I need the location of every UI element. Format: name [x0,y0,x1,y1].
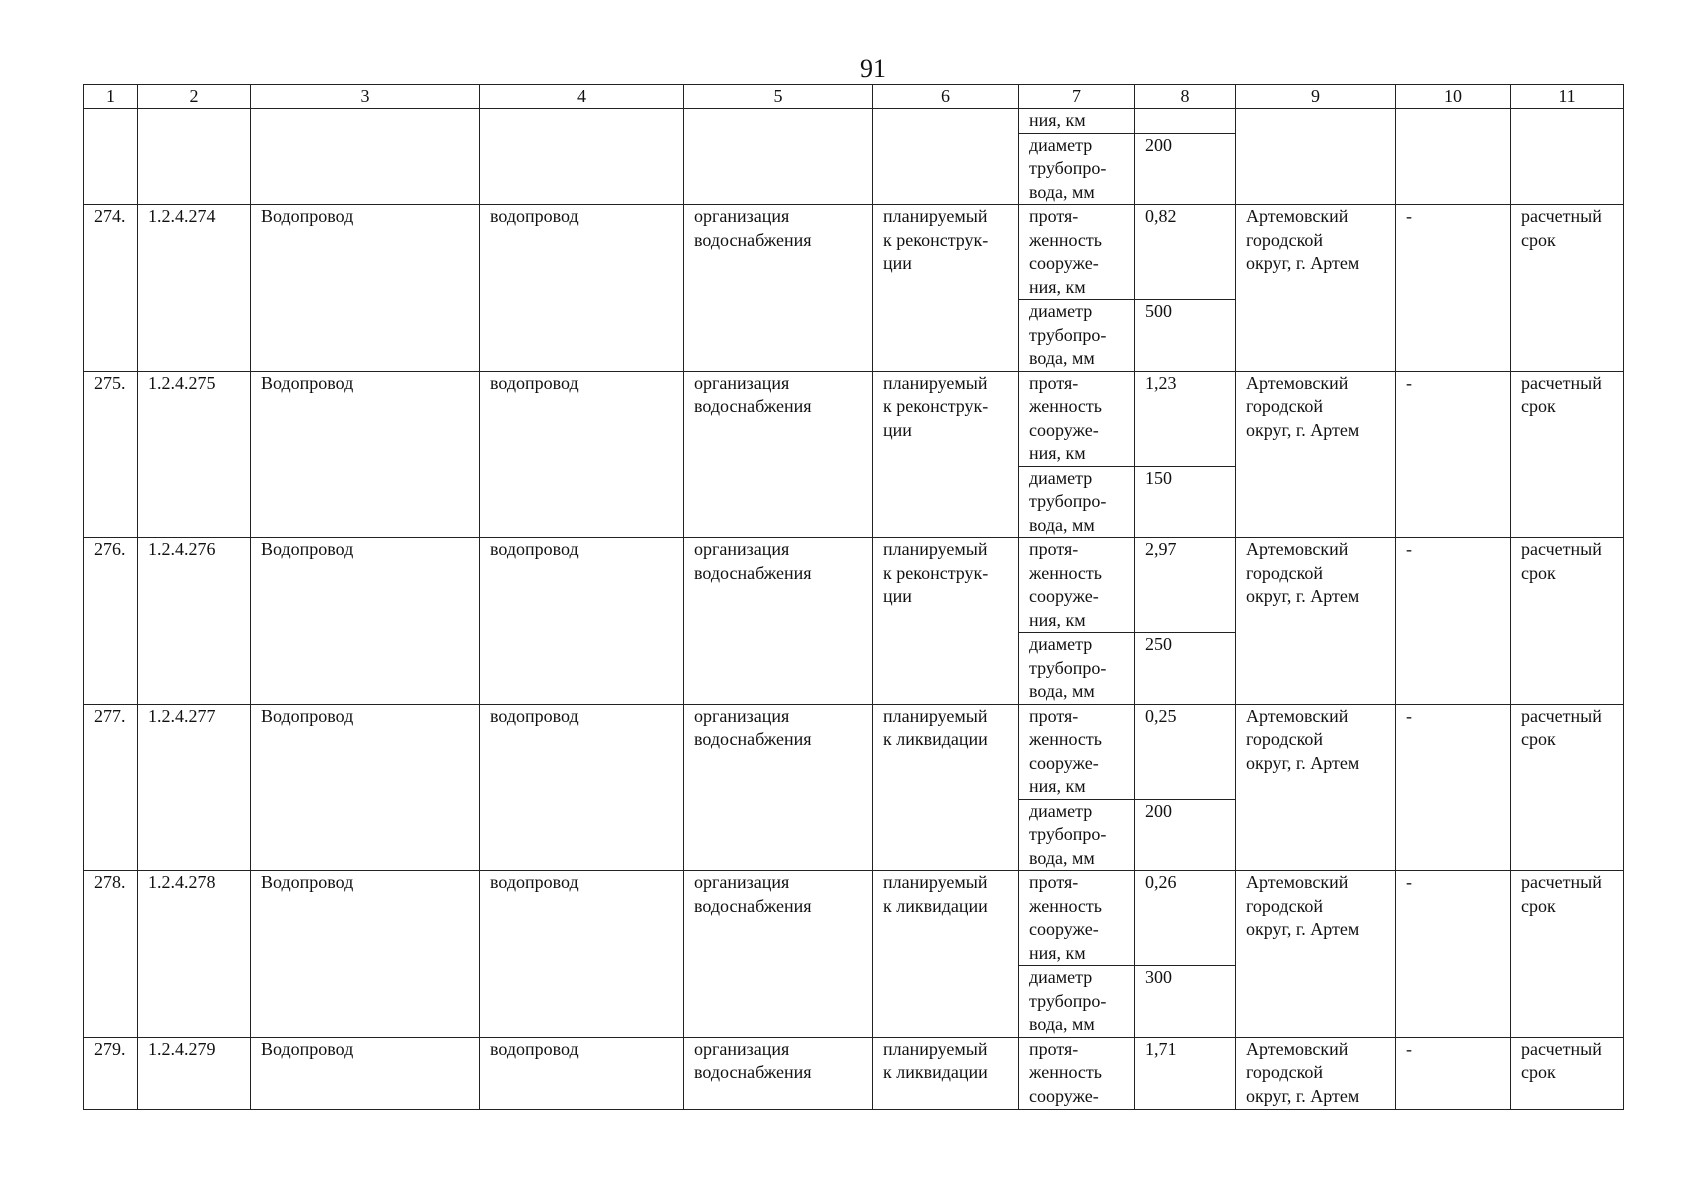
header-row [84,85,1624,109]
object-code: 1.2.4.274 [138,205,251,372]
column-header-7: 7 [1019,85,1135,109]
param-name: протя- женность сооруже- ния, км [1019,538,1135,633]
column-header-5: 5 [684,85,873,109]
continuation-row [84,109,1624,134]
object-status: планируемый к реконструк- ции [873,205,1019,372]
object-code: 1.2.4.275 [138,371,251,538]
param-value: 200 [1135,133,1236,205]
param-name: протя- женность сооруже- ния, км [1019,704,1135,799]
param-name: протя- женность сооруже- [1019,1037,1135,1109]
object-name: Водопровод [251,205,480,372]
implementation-term: расчетный срок [1511,205,1624,372]
param-value: 150 [1135,466,1236,538]
cont-location-cell [1236,109,1396,205]
object-type: водопровод [480,704,684,871]
column-header-6: 6 [873,85,1019,109]
cont-type-cell [480,109,684,205]
object-location: Артемовский городской округ, г. Артем [1236,704,1396,871]
param-name: диаметр трубопро- вода, мм [1019,466,1135,538]
param-value: 0,82 [1135,205,1236,300]
object-status: планируемый к ликвидации [873,871,1019,1038]
param-name: протя- женность сооруже- ния, км [1019,871,1135,966]
object-location: Артемовский городской округ, г. Артем [1236,205,1396,372]
param-value: 250 [1135,633,1236,705]
object-location: Артемовский городской округ, г. Артем [1236,1037,1396,1109]
table-row [84,1037,1624,1109]
object-code: 1.2.4.277 [138,704,251,871]
object-status: планируемый к ликвидации [873,1037,1019,1109]
param-value: 0,25 [1135,704,1236,799]
row-number: 276. [84,538,138,705]
object-type: водопровод [480,371,684,538]
param-value: 200 [1135,799,1236,871]
column-header-9: 9 [1236,85,1396,109]
table-row [84,205,1624,300]
object-zone: - [1396,1037,1511,1109]
row-number: 275. [84,371,138,538]
object-location: Артемовский городской округ, г. Артем [1236,871,1396,1038]
object-code: 1.2.4.276 [138,538,251,705]
cont-code-cell [138,109,251,205]
cont-name-cell [251,109,480,205]
object-type: водопровод [480,871,684,1038]
cont-status-cell [873,109,1019,205]
object-name: Водопровод [251,1037,480,1109]
param-name: диаметр трубопро- вода, мм [1019,633,1135,705]
column-header-11: 11 [1511,85,1624,109]
object-location: Артемовский городской округ, г. Артем [1236,538,1396,705]
object-status: планируемый к ликвидации [873,704,1019,871]
implementation-term: расчетный срок [1511,704,1624,871]
row-number: 274. [84,205,138,372]
object-name: Водопровод [251,371,480,538]
row-number: 279. [84,1037,138,1109]
object-location: Артемовский городской округ, г. Артем [1236,371,1396,538]
param-value: 2,97 [1135,538,1236,633]
object-code: 1.2.4.279 [138,1037,251,1109]
object-purpose: организация водоснабжения [684,704,873,871]
param-name: диаметр трубопро- вода, мм [1019,799,1135,871]
implementation-term: расчетный срок [1511,871,1624,1038]
column-header-3: 3 [251,85,480,109]
implementation-term: расчетный срок [1511,371,1624,538]
param-name: ния, км [1019,109,1135,134]
param-value: 1,71 [1135,1037,1236,1109]
param-name: протя- женность сооруже- ния, км [1019,371,1135,466]
object-purpose: организация водоснабжения [684,1037,873,1109]
object-purpose: организация водоснабжения [684,205,873,372]
table-row [84,538,1624,633]
object-zone: - [1396,538,1511,705]
param-value: 1,23 [1135,371,1236,466]
object-zone: - [1396,371,1511,538]
param-name: диаметр трубопро- вода, мм [1019,966,1135,1038]
object-name: Водопровод [251,538,480,705]
param-value: 500 [1135,300,1236,372]
register-table [83,84,1624,1110]
row-number: 278. [84,871,138,1038]
column-header-10: 10 [1396,85,1511,109]
object-status: планируемый к реконструк- ции [873,371,1019,538]
cont-num-cell [84,109,138,205]
object-purpose: организация водоснабжения [684,538,873,705]
column-header-1: 1 [84,85,138,109]
table-row [84,871,1624,966]
object-type: водопровод [480,1037,684,1109]
table-row [84,371,1624,466]
implementation-term: расчетный срок [1511,1037,1624,1109]
object-purpose: организация водоснабжения [684,371,873,538]
object-status: планируемый к реконструк- ции [873,538,1019,705]
object-zone: - [1396,871,1511,1038]
object-purpose: организация водоснабжения [684,871,873,1038]
param-value: 300 [1135,966,1236,1038]
param-name: диаметр трубопро- вода, мм [1019,133,1135,205]
object-type: водопровод [480,205,684,372]
cont-term-cell [1511,109,1624,205]
object-zone: - [1396,704,1511,871]
column-header-4: 4 [480,85,684,109]
object-name: Водопровод [251,704,480,871]
row-number: 277. [84,704,138,871]
object-type: водопровод [480,538,684,705]
implementation-term: расчетный срок [1511,538,1624,705]
param-value: 0,26 [1135,871,1236,966]
page-number: 91 [860,54,886,83]
param-name: диаметр трубопро- вода, мм [1019,300,1135,372]
object-code: 1.2.4.278 [138,871,251,1038]
param-name: протя- женность сооруже- ния, км [1019,205,1135,300]
column-header-8: 8 [1135,85,1236,109]
cont-purpose-cell [684,109,873,205]
object-name: Водопровод [251,871,480,1038]
table-row [84,704,1624,799]
object-zone: - [1396,205,1511,372]
cont-zone-cell [1396,109,1511,205]
column-header-2: 2 [138,85,251,109]
param-value [1135,109,1236,134]
